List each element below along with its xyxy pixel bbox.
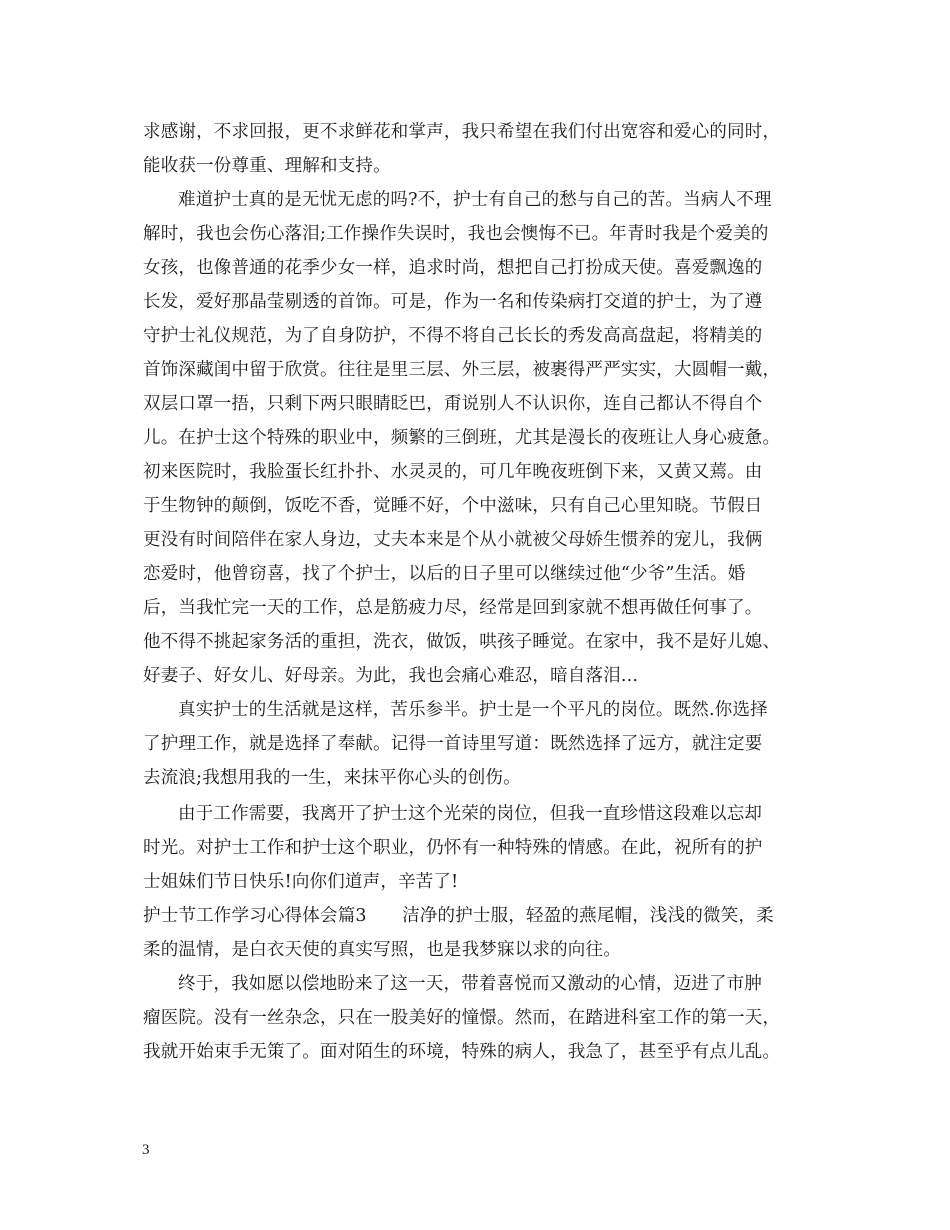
text-line-4: 解时，我也会伤心落泪;工作操作失误时，我也会懊悔不已。年青时我是个爱美的 xyxy=(143,224,769,244)
text-line-6: 长发，爱好那晶莹剔透的首饰。可是，作为一名和传染病打交道的护士，为了遵 xyxy=(143,292,763,312)
text-line-9: 双层口罩一捂，只剩下两只眼睛眨巴，甭说别人不认识你，连自己都认不得自个 xyxy=(143,394,763,414)
paragraph-start-4: 终于，我如愿以偿地盼来了这一天，带着喜悦而又激动的心情，迈进了市肿 xyxy=(178,974,763,994)
text-line-1: 求感谢，不求回报，更不求鲜花和掌声，我只希望在我们付出宽容和爱心的同时， xyxy=(143,122,781,142)
text-line-19: 了护理工作，就是选择了奉献。记得一首诗里写道：既然选择了远方，就注定要 xyxy=(143,734,763,754)
text-line-27: 瘤医院。没有一丝杂念，只在一股美好的憧憬。然而，在踏进科室工作的第一天， xyxy=(143,1008,781,1028)
text-line-23: 士姐妹们节日快乐!向你们道声，辛苦了! xyxy=(143,872,459,892)
page-number: 3 xyxy=(142,1142,150,1158)
text-line-13: 更没有时间陪伴在家人身边，丈夫本来是个从小就被父母娇生惯养的宠儿，我俩 xyxy=(143,530,763,550)
text-line-8: 首饰深藏闺中留于欣赏。往往是里三层、外三层，被裹得严严实实，大圆帽一戴， xyxy=(143,360,781,380)
text-line-28: 我就开始束手无策了。面对陌生的环境，特殊的病人，我急了，甚至乎有点儿乱。 xyxy=(143,1042,781,1062)
text-line-12: 于生物钟的颠倒，饭吃不香，觉睡不好，个中滋味，只有自己心里知晓。节假日 xyxy=(143,496,763,516)
text-line-11: 初来医院时，我脸蛋长红扑扑、水灵灵的，可几年晚夜班倒下来，又黄又蔫。由 xyxy=(143,462,763,482)
text-line-16: 他不得不挑起家务活的重担，洗衣，做饭，哄孩子睡觉。在家中，我不是好儿媳、 xyxy=(143,632,781,652)
text-line-10: 儿。在护士这个特殊的职业中，频繁的三倒班，尤其是漫长的夜班让人身心疲惫。 xyxy=(143,428,781,448)
text-line-2: 能收获一份尊重、理解和支持。 xyxy=(143,156,391,176)
text-line-5: 女孩，也像普通的花季少女一样，追求时尚，想把自己打扮成天使。喜爱飘逸的 xyxy=(143,258,763,278)
paragraph-start-1: 难道护士真的是无忧无虑的吗?不，护士有自己的愁与自己的苦。当病人不理 xyxy=(178,190,772,210)
paragraph-start-2: 真实护士的生活就是这样，苦乐参半。护士是一个平凡的岗位。既然.你选择 xyxy=(178,700,768,720)
text-line-15: 后，当我忙完一天的工作，总是筋疲力尽，经常是回到家就不想再做任何事了。 xyxy=(143,598,763,618)
text-line-20: 去流浪;我想用我的一生，来抹平你心头的创伤。 xyxy=(143,768,521,788)
paragraph-start-3: 由于工作需要，我离开了护士这个光荣的岗位，但我一直珍惜这段难以忘却 xyxy=(178,804,763,824)
text-line-22: 时光。对护士工作和护士这个职业，仍怀有一种特殊的情感。在此，祝所有的护 xyxy=(143,838,763,858)
section-heading-line: 护士节工作学习心得体会篇3 洁净的护士服，轻盈的燕尾帽，浅浅的微笑，柔 xyxy=(143,906,774,926)
text-line-7: 守护士礼仪规范，为了自身防护，不得不将自己长长的秀发高高盘起，将精美的 xyxy=(143,326,763,346)
text-line-14: 恋爱时，他曾窃喜，找了个护士，以后的日子里可以继续过他“少爷”生活。婚 xyxy=(143,564,746,584)
text-line-25: 柔的温情，是白衣天使的真实写照，也是我梦寐以求的向往。 xyxy=(143,940,621,960)
text-line-17: 好妻子、好女儿、好母亲。为此，我也会痛心难忍，暗自落泪... xyxy=(143,666,639,686)
